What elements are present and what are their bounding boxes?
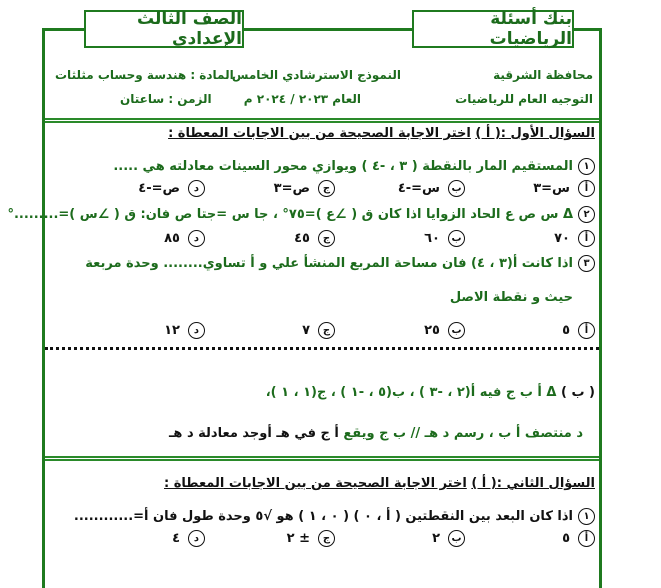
item-number: ١ [578,158,595,175]
q2-instruction: اختر الاجابة الصحيحة من بين الاجابات المعطاة : [164,476,467,491]
section-separator [45,456,599,461]
item-text: اذا كانت أ(٣ ، ٤) فان مساحة المربع المنشأ علي و أ تساوي........ وحدة مربعة [85,256,573,271]
q2-item-1-options [75,530,595,547]
duration: الزمن : ساعتان [120,92,212,106]
q1-item-1 [113,158,595,175]
q1-item-2 [7,206,595,223]
option[interactable]: ب٢ [335,530,465,547]
q1-instruction: اختر الاجابة الصحيحة من بين الاجابات المعطاة : [168,126,471,141]
item-number: ٢ [578,206,595,223]
grade-title-box [84,10,244,48]
q1-item-1-options [75,180,595,197]
item-text: المستقيم المار بالنقطة ( ٣ ، -٤ ) ويوازي محور السينات معادلته هي ..... [113,159,573,174]
option[interactable]: أ٧٠ [465,230,595,247]
item-text: اذا كان البعد بين النقطتين ( أ ، ٠ ) ( ٠ ، ١ ) هو √٥ وحدة طول فان أ=............ [73,509,573,524]
q1-item-3 [85,255,595,272]
exam-model: النموذج الاسترشادي الخامس [231,68,401,82]
dotted-separator [45,347,599,350]
item-text: Δ س ص ع الحاد الزوايا اذا كان ق ( ∠ع )=٧٥° ، جا س =جتا ص فان: ق ( ∠س )=.........° [7,207,573,222]
option[interactable]: ج± ٢ [205,530,335,547]
page-frame [42,28,602,588]
q1-item-2-options [75,230,595,247]
item-number: ٣ [578,255,595,272]
governorate: محافظة الشرقية [493,68,593,82]
q1-item-3-line2: حيث و نقطة الاصل [449,290,573,305]
option[interactable]: ج٧ [205,322,335,339]
grade-title: الصف الثالث الإعدادي [136,9,242,49]
option[interactable]: ب٦٠ [335,230,465,247]
option[interactable]: دص=-٤ [75,180,205,197]
q1-heading: السؤال الأول :( أ ) اختر الاجابة الصحيحة من بين الاجابات المعطاة : [168,126,595,141]
option[interactable]: د١٢ [75,322,205,339]
header-separator [45,118,599,123]
option[interactable]: أ٥ [465,530,595,547]
option[interactable]: ج٤٥ [205,230,335,247]
q1-item-3-options [75,322,595,339]
option[interactable]: د٨٥ [75,230,205,247]
option[interactable]: أس=٣ [465,180,595,197]
directorate: التوجيه العام للرياضيات [455,92,593,106]
q1-part-b-line2: د منتصف أ ب ، رسم د هـ // ب ج ويقع أ ج في هـ أوجد معادلة د هـ [168,426,583,441]
option[interactable]: د٤ [75,530,205,547]
item-number: ١ [578,508,595,525]
option[interactable]: ب٢٥ [335,322,465,339]
bank-title: بنك أسئلة الرياضيات [489,9,572,49]
academic-year: العام ٢٠٢٣ / ٢٠٢٤ م [243,92,361,106]
q2-heading: السؤال الثاني :( أ ) اختر الاجابة الصحيحة من بين الاجابات المعطاة : [164,476,595,491]
option[interactable]: جص=٣ [205,180,335,197]
subject: المادة : هندسة وحساب مثلثات [55,68,234,82]
bank-title-box [412,10,574,48]
q2-item-1 [74,508,595,525]
option[interactable]: أ٥ [465,322,595,339]
option[interactable]: بس=-٤ [335,180,465,197]
q1-part-b-line1: ( ب ) Δ أ ب ج فيه أ(٢ ، -٣ ) ، ب(٥ ، -١ ) ، ج(١ ، ١ )، [265,385,595,400]
